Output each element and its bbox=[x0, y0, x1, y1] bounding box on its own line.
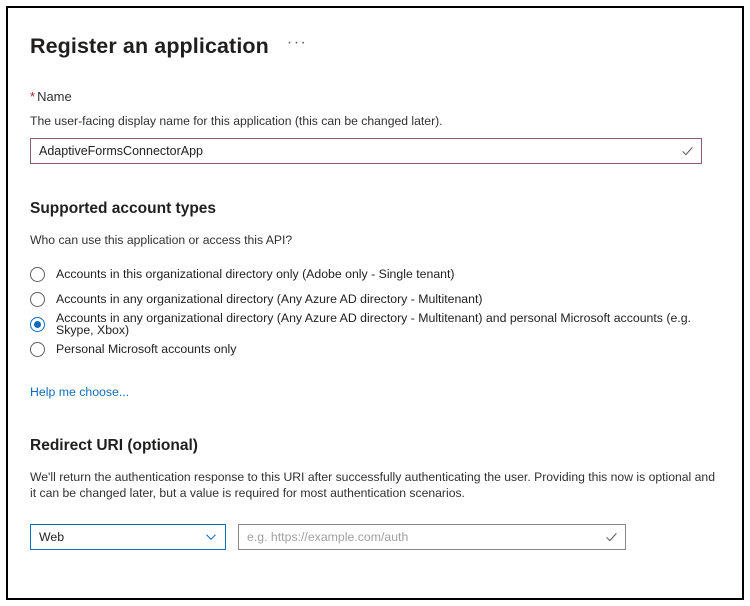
chevron-down-icon bbox=[205, 531, 217, 543]
radio-indicator[interactable] bbox=[30, 292, 45, 307]
platform-select[interactable] bbox=[30, 524, 226, 550]
radio-label: Accounts in any organizational directory (Any Azure AD directory - Multitenant) bbox=[56, 292, 483, 307]
redirect-uri-description: We'll return the authentication response to this URI after successfully authenticating the user. Providing this now is optional and it can be changed later, but a value is required for most authentication scenarios. bbox=[30, 469, 715, 501]
radio-indicator[interactable] bbox=[30, 267, 45, 282]
radio-option-multitenant-and-personal[interactable] bbox=[30, 313, 716, 336]
register-application-panel bbox=[16, 16, 734, 590]
checkmark-icon bbox=[605, 530, 618, 543]
supported-account-types-question: Who can use this application or access this API? bbox=[30, 233, 293, 248]
checkmark-icon bbox=[681, 145, 694, 158]
window-frame bbox=[6, 6, 744, 600]
radio-indicator[interactable] bbox=[30, 342, 45, 357]
radio-label: Personal Microsoft accounts only bbox=[56, 342, 237, 357]
supported-account-types-heading: Supported account types bbox=[30, 200, 217, 218]
name-field-description: The user-facing display name for this application (this can be changed later). bbox=[30, 114, 443, 128]
required-indicator: * bbox=[30, 89, 36, 104]
name-input[interactable] bbox=[31, 139, 701, 163]
radio-label: Accounts in this organizational directory only (Adobe only - Single tenant) bbox=[56, 267, 455, 282]
more-options-icon[interactable]: ··· bbox=[286, 33, 308, 51]
redirect-uri-heading: Redirect URI (optional) bbox=[30, 436, 198, 454]
account-types-radio-group bbox=[24, 263, 716, 361]
redirect-uri-input[interactable] bbox=[239, 525, 625, 549]
name-label-text: Name bbox=[37, 89, 72, 104]
radio-option-multitenant[interactable] bbox=[30, 288, 716, 311]
redirect-uri-input-container[interactable] bbox=[238, 524, 626, 550]
platform-select-value: Web bbox=[39, 529, 65, 544]
page-title: Register an application bbox=[30, 34, 269, 58]
help-me-choose-link[interactable]: Help me choose... bbox=[30, 384, 130, 399]
name-field-label bbox=[24, 89, 716, 104]
radio-option-personal-only[interactable] bbox=[30, 338, 716, 361]
radio-option-single-tenant[interactable] bbox=[30, 263, 716, 286]
redirect-uri-row bbox=[24, 524, 716, 550]
radio-indicator-selected[interactable] bbox=[30, 317, 45, 332]
title-row bbox=[24, 34, 716, 59]
radio-label: Accounts in any organizational directory (Any Azure AD directory - Multitenant) and personal Microsoft accounts (e.g. Skype, Xbox) bbox=[56, 311, 691, 338]
name-input-container[interactable] bbox=[30, 138, 702, 164]
